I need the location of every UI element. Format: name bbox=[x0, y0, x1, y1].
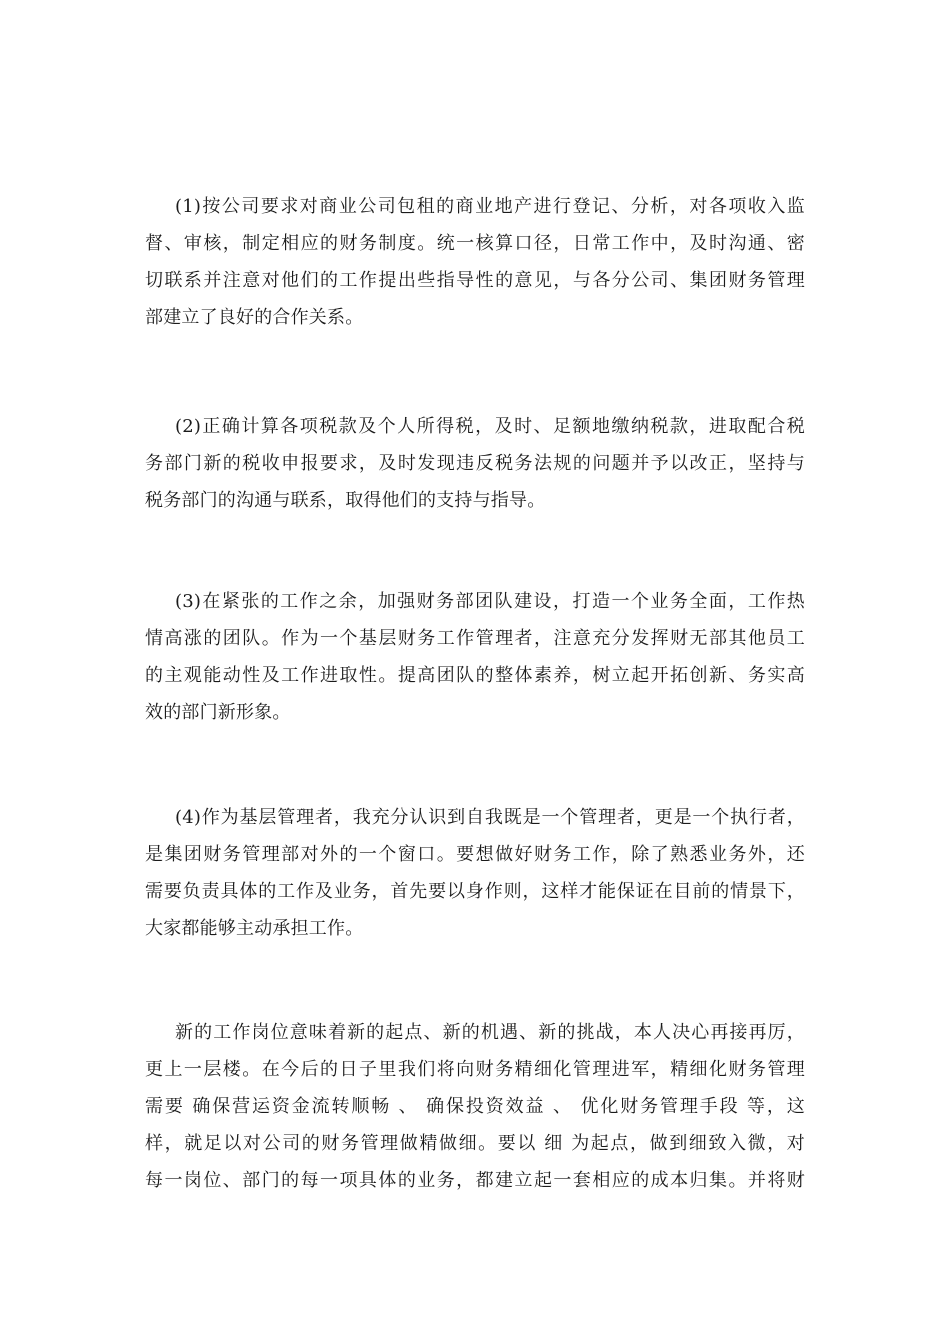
paragraph-line: 情高涨的团队。作为一个基层财务工作管理者，注意充分发挥财无部其他员工 bbox=[145, 628, 805, 649]
paragraph-line: 大家都能够主动承担工作。 bbox=[145, 918, 364, 939]
paragraph-line: 需要负责具体的工作及业务，首先要以身作则，这样才能保证在目前的情景下， bbox=[145, 881, 805, 902]
paragraph-line: 税务部门的沟通与联系，取得他们的支持与指导。 bbox=[145, 490, 546, 511]
paragraph-line: (1)按公司要求对商业公司包租的商业地产进行登记、分析，对各项收入监 bbox=[175, 196, 805, 217]
paragraph-line: 需要 确保营运资金流转顺畅 、 确保投资效益 、 优化财务管理手段 等，这 bbox=[145, 1096, 805, 1117]
paragraph-line: (3)在紧张的工作之余，加强财务部团队建设，打造一个业务全面，工作热 bbox=[175, 591, 805, 612]
paragraph-line: 每一岗位、部门的每一项具体的业务，都建立起一套相应的成本归集。并将财 bbox=[145, 1170, 805, 1191]
paragraph-2 bbox=[145, 408, 805, 519]
paragraph-line: 是集团财务管理部对外的一个窗口。要想做好财务工作，除了熟悉业务外，还 bbox=[145, 844, 805, 865]
paragraph-line: 切联系并注意对他们的工作提出些指导性的意见，与各分公司、集团财务管理 bbox=[145, 270, 805, 291]
paragraph-1 bbox=[145, 188, 805, 336]
paragraph-line: 效的部门新形象。 bbox=[145, 702, 291, 723]
paragraph-line: 样，就足以对公司的财务管理做精做细。要以 细 为起点，做到细致入微，对 bbox=[145, 1133, 805, 1154]
paragraph-3 bbox=[145, 583, 805, 731]
paragraph-line: 的主观能动性及工作进取性。提高团队的整体素养，树立起开拓创新、务实高 bbox=[145, 665, 805, 686]
paragraph-line: 新的工作岗位意味着新的起点、新的机遇、新的挑战，本人决心再接再厉， bbox=[175, 1022, 805, 1043]
paragraph-4 bbox=[145, 799, 805, 947]
paragraph-line: (2)正确计算各项税款及个人所得税，及时、足额地缴纳税款，进取配合税 bbox=[175, 416, 805, 437]
paragraph-line: (4)作为基层管理者，我充分认识到自我既是一个管理者，更是一个执行者， bbox=[175, 807, 805, 828]
paragraph-line: 督、审核，制定相应的财务制度。统一核算口径，日常工作中，及时沟通、密 bbox=[145, 233, 805, 254]
paragraph-line: 部建立了良好的合作关系。 bbox=[145, 307, 364, 328]
paragraph-5 bbox=[145, 1014, 805, 1199]
paragraph-line: 更上一层楼。在今后的日子里我们将向财务精细化管理进军，精细化财务管理 bbox=[145, 1059, 805, 1080]
paragraph-line: 务部门新的税收申报要求，及时发现违反税务法规的问题并予以改正，坚持与 bbox=[145, 453, 805, 474]
